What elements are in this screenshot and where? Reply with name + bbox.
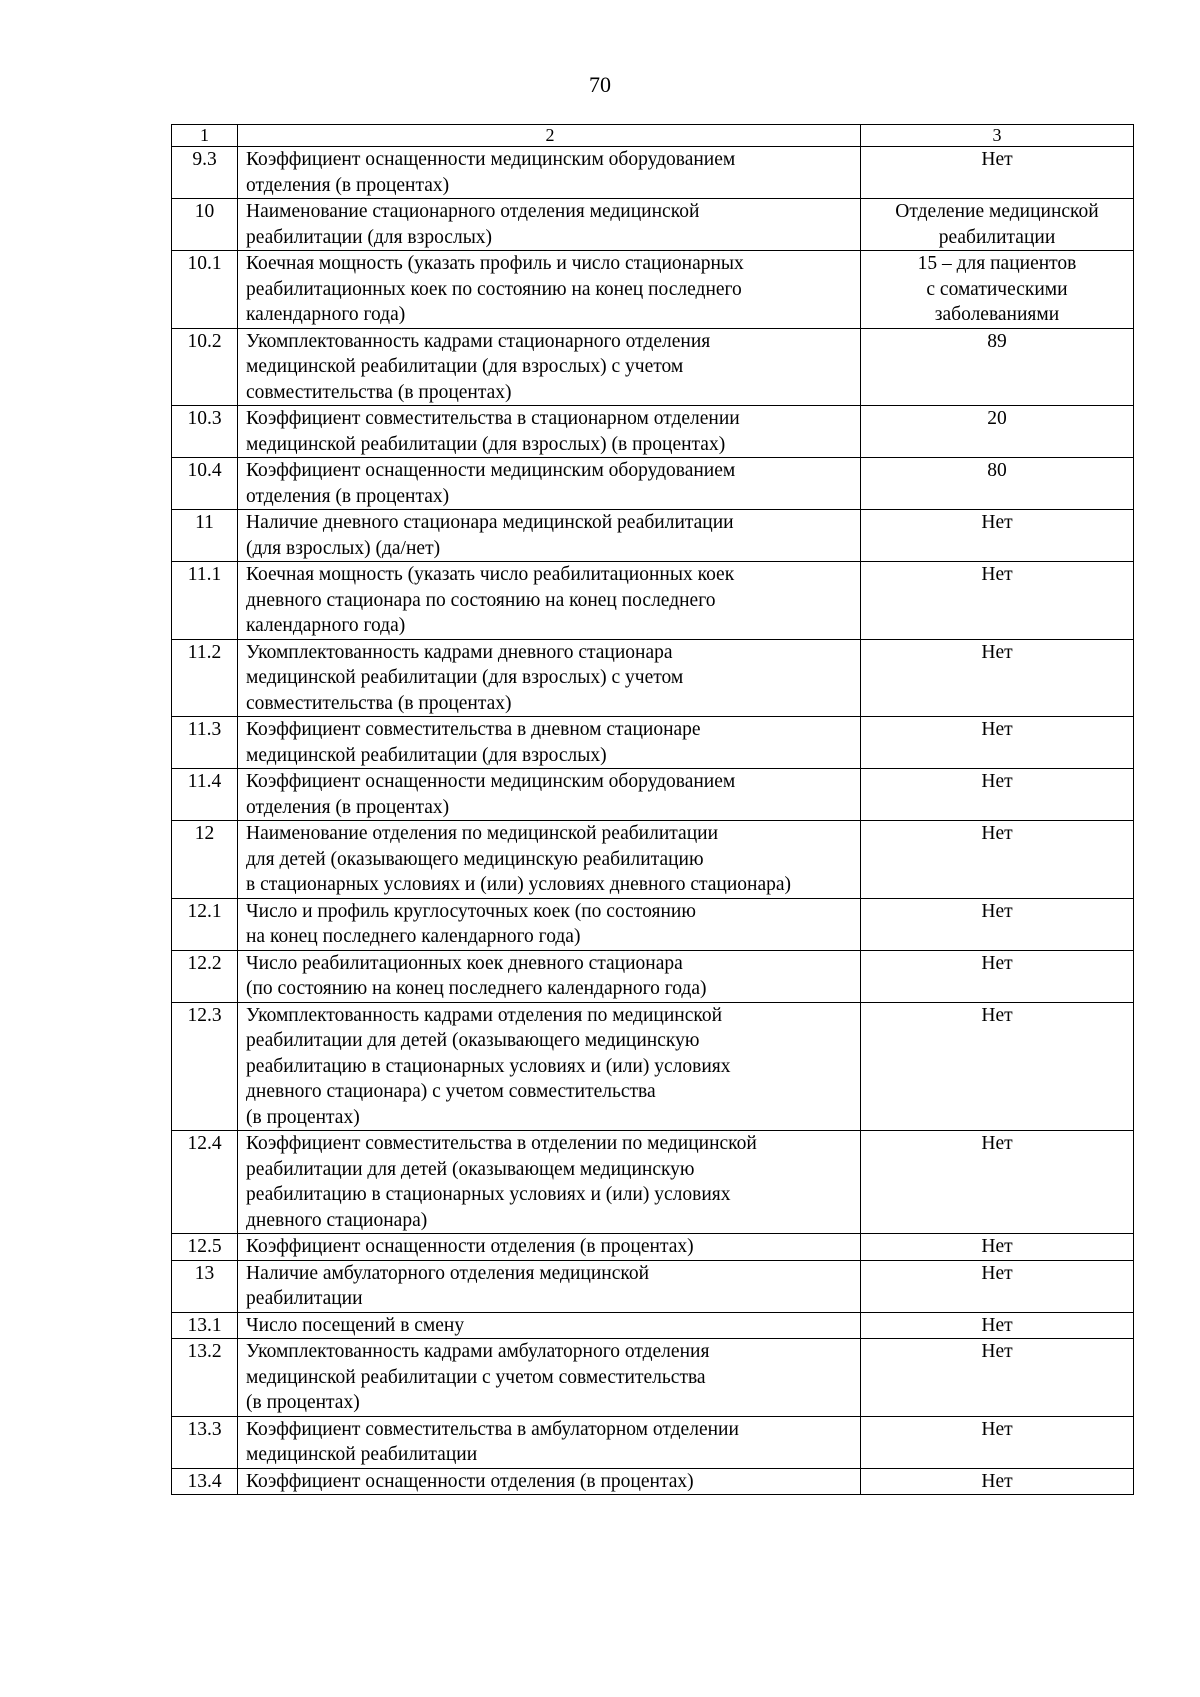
row-number-cell: 12.1 bbox=[172, 898, 238, 950]
row-value-cell: Нет bbox=[861, 1131, 1134, 1234]
row-description-cell: Коэффициент оснащенности медицинским оборудованием отделения (в процентах) bbox=[238, 458, 861, 510]
table-row bbox=[172, 562, 1134, 640]
table-row bbox=[172, 1131, 1134, 1234]
row-number-cell: 12.3 bbox=[172, 1002, 238, 1131]
row-value-cell: 20 bbox=[861, 406, 1134, 458]
row-value-cell: Нет bbox=[861, 717, 1134, 769]
row-value-cell: Нет bbox=[861, 1339, 1134, 1417]
table-row bbox=[172, 1002, 1134, 1131]
row-value-cell: Нет bbox=[861, 510, 1134, 562]
table-header-row bbox=[172, 125, 1134, 147]
table-row bbox=[172, 898, 1134, 950]
row-value-cell: Нет bbox=[861, 769, 1134, 821]
row-number-cell: 10.2 bbox=[172, 328, 238, 406]
row-description-cell: Наличие дневного стационара медицинской реабилитации (для взрослых) (да/нет) bbox=[238, 510, 861, 562]
row-description-cell: Наименование стационарного отделения медицинской реабилитации (для взрослых) bbox=[238, 199, 861, 251]
row-value-cell: Нет bbox=[861, 562, 1134, 640]
row-number-cell: 11.4 bbox=[172, 769, 238, 821]
table-row bbox=[172, 1260, 1134, 1312]
row-number-cell: 12.5 bbox=[172, 1234, 238, 1261]
row-value-cell: 80 bbox=[861, 458, 1134, 510]
header-cell-value: 3 bbox=[861, 125, 1134, 147]
row-value-cell: Нет bbox=[861, 1468, 1134, 1495]
table-row bbox=[172, 769, 1134, 821]
row-value-cell: Нет bbox=[861, 821, 1134, 899]
row-number-cell: 13.4 bbox=[172, 1468, 238, 1495]
row-number-cell: 11.3 bbox=[172, 717, 238, 769]
row-description-cell: Коэффициент оснащенности отделения (в процентах) bbox=[238, 1468, 861, 1495]
row-number-cell: 10.4 bbox=[172, 458, 238, 510]
row-number-cell: 12 bbox=[172, 821, 238, 899]
row-number-cell: 13 bbox=[172, 1260, 238, 1312]
indicators-table bbox=[171, 124, 1134, 1495]
row-number-cell: 13.2 bbox=[172, 1339, 238, 1417]
row-value-cell: Нет bbox=[861, 950, 1134, 1002]
row-description-cell: Наименование отделения по медицинской реабилитации для детей (оказывающего медицинскую реабилитацию в стационарных условиях и (или) условиях дневного стационара) bbox=[238, 821, 861, 899]
row-description-cell: Укомплектованность кадрами дневного стационара медицинской реабилитации (для взрослых) с учетом совместительства (в процентах) bbox=[238, 639, 861, 717]
row-description-cell: Укомплектованность кадрами стационарного отделения медицинской реабилитации (для взрослых) с учетом совместительства (в процентах) bbox=[238, 328, 861, 406]
row-description-cell: Коэффициент оснащенности медицинским оборудованием отделения (в процентах) bbox=[238, 769, 861, 821]
row-value-cell: Нет bbox=[861, 639, 1134, 717]
row-value-cell: Нет bbox=[861, 1312, 1134, 1339]
table-row bbox=[172, 1312, 1134, 1339]
row-value-cell: 89 bbox=[861, 328, 1134, 406]
row-description-cell: Число посещений в смену bbox=[238, 1312, 861, 1339]
row-number-cell: 12.2 bbox=[172, 950, 238, 1002]
row-number-cell: 11.1 bbox=[172, 562, 238, 640]
row-description-cell: Коэффициент оснащенности медицинским оборудованием отделения (в процентах) bbox=[238, 147, 861, 199]
row-description-cell: Число и профиль круглосуточных коек (по состоянию на конец последнего календарного года) bbox=[238, 898, 861, 950]
row-number-cell: 9.3 bbox=[172, 147, 238, 199]
table-row bbox=[172, 1468, 1134, 1495]
table-row bbox=[172, 147, 1134, 199]
table-row bbox=[172, 199, 1134, 251]
row-value-cell: 15 – для пациентов с соматическими заболеваниями bbox=[861, 251, 1134, 329]
table-row bbox=[172, 1339, 1134, 1417]
row-description-cell: Коэффициент оснащенности отделения (в процентах) bbox=[238, 1234, 861, 1261]
table-row bbox=[172, 950, 1134, 1002]
row-number-cell: 13.1 bbox=[172, 1312, 238, 1339]
table-row bbox=[172, 458, 1134, 510]
row-value-cell: Нет bbox=[861, 1234, 1134, 1261]
row-description-cell: Укомплектованность кадрами амбулаторного отделения медицинской реабилитации с учетом совместительства (в процентах) bbox=[238, 1339, 861, 1417]
row-description-cell: Коечная мощность (указать число реабилитационных коек дневного стационара по состоянию на конец последнего календарного года) bbox=[238, 562, 861, 640]
row-number-cell: 10.1 bbox=[172, 251, 238, 329]
row-value-cell: Отделение медицинской реабилитации bbox=[861, 199, 1134, 251]
table-row bbox=[172, 717, 1134, 769]
header-cell-number: 1 bbox=[172, 125, 238, 147]
row-description-cell: Коэффициент совместительства в амбулаторном отделении медицинской реабилитации bbox=[238, 1416, 861, 1468]
row-value-cell: Нет bbox=[861, 147, 1134, 199]
row-number-cell: 12.4 bbox=[172, 1131, 238, 1234]
table-row bbox=[172, 821, 1134, 899]
table-row bbox=[172, 510, 1134, 562]
row-value-cell: Нет bbox=[861, 1260, 1134, 1312]
row-description-cell: Коечная мощность (указать профиль и число стационарных реабилитационных коек по состоянию на конец последнего календарного года) bbox=[238, 251, 861, 329]
table-row bbox=[172, 1234, 1134, 1261]
table-row bbox=[172, 251, 1134, 329]
header-cell-description: 2 bbox=[238, 125, 861, 147]
row-value-cell: Нет bbox=[861, 898, 1134, 950]
table-row bbox=[172, 639, 1134, 717]
row-description-cell: Коэффициент совместительства в дневном стационаре медицинской реабилитации (для взрослых) bbox=[238, 717, 861, 769]
row-number-cell: 10 bbox=[172, 199, 238, 251]
table-row bbox=[172, 406, 1134, 458]
row-number-cell: 11 bbox=[172, 510, 238, 562]
table-row bbox=[172, 1416, 1134, 1468]
row-description-cell: Укомплектованность кадрами отделения по медицинской реабилитации для детей (оказывающего медицинскую реабилитацию в стационарных условиях и (или) условиях дневного стационара) с учетом совместительства (в процентах) bbox=[238, 1002, 861, 1131]
row-number-cell: 11.2 bbox=[172, 639, 238, 717]
row-value-cell: Нет bbox=[861, 1416, 1134, 1468]
row-description-cell: Наличие амбулаторного отделения медицинской реабилитации bbox=[238, 1260, 861, 1312]
row-number-cell: 10.3 bbox=[172, 406, 238, 458]
row-description-cell: Коэффициент совместительства в отделении по медицинской реабилитации для детей (оказывающем медицинскую реабилитацию в стационарных условиях и (или) условиях дневного стационара) bbox=[238, 1131, 861, 1234]
row-description-cell: Число реабилитационных коек дневного стационара (по состоянию на конец последнего календарного года) bbox=[238, 950, 861, 1002]
table-row bbox=[172, 328, 1134, 406]
row-value-cell: Нет bbox=[861, 1002, 1134, 1131]
row-description-cell: Коэффициент совместительства в стационарном отделении медицинской реабилитации (для взрослых) (в процентах) bbox=[238, 406, 861, 458]
page-number: 70 bbox=[589, 72, 611, 97]
row-number-cell: 13.3 bbox=[172, 1416, 238, 1468]
